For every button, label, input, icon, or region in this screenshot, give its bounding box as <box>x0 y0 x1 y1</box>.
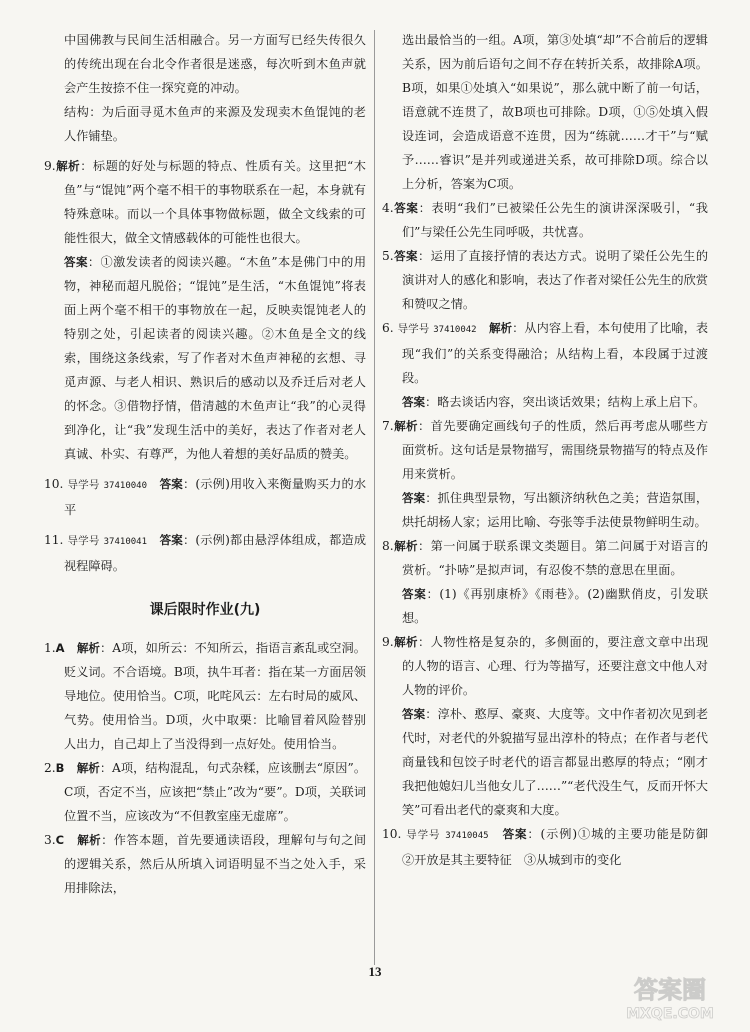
q10r-answer: 10. 导学号 37410045 答案：(示例)①城的主要功能是防御 ②开放是其主要特征 ③从城到市的变化 <box>382 827 721 867</box>
section-heading: 课后限时作业(九) <box>149 602 261 618</box>
left-column <box>44 28 366 900</box>
intro-para-1: 中国佛教与民间生活相融合。另一方面写已经失传很久的传统出现在台北令作者很是迷惑，每次听到木鱼声就会产生按捺不住一探究竟的冲动。 <box>64 33 366 95</box>
watermark-line2: MXQE.COM <box>626 1006 714 1022</box>
q4-answer: 4.答案：表明“我们”已被梁任公先生的演讲深深吸引，“我们”与梁任公先生同呼吸，共忧喜。 <box>382 201 708 239</box>
q6-answer: 答案：略去谈话内容，突出谈话效果；结构上承上启下。 <box>402 395 706 409</box>
q7-answer: 答案：抓住典型景物，写出额济纳秋色之美；营造氛围，烘托胡杨人家；运用比喻、夸张等手法使景物鲜明生动。 <box>402 491 709 529</box>
q9-answer: 答案：①激发读者的阅读兴趣。“木鱼”本是佛门中的用物，神秘而超凡脱俗；“馄饨”是生活，“木鱼馄饨”将表面上两个毫不相干的事物放在一起，反映卖馄饨老人的特别之处，引起读者的阅读兴趣。②木鱼是全文的线索，围绕这条线索，写了作者对木鱼声神秘的玄想、寻觅声源、与老人相识、熟识后的感动以及乔迁后对老人的怀念。③借物抒情，借清越的木鱼声让“我”的心灵得到净化，让“我”发现生活中的美好，表达了作者对老人真诚、朴实、有尊严，为他人着想的美好品质的赞美。 <box>64 255 366 461</box>
q5-answer: 5.答案：运用了直接抒情的表达方式。说明了梁任公先生的演讲对人的感化和影响，表达了作者对梁任公先生的欣赏和赞叹之情。 <box>382 249 709 311</box>
q11-answer: 11. 导学号 37410041 答案：(示例)都由悬浮体组成，都造成视程障碍。 <box>44 533 367 573</box>
q7-analysis: 7.解析：首先要确定画线句子的性质，然后再考虑从哪些方面赏析。这句话是景物描写，需围绕景物描写的特点及作用来赏析。 <box>382 419 709 481</box>
q10-answer: 10. 导学号 37410040 答案：(示例)用收入来衡量购买力的水平 <box>44 477 367 517</box>
q9r-answer: 答案：淳朴、憨厚、豪爽、大度等。文中作者初次见到老代时，对老代的外貌描写显出淳朴的特点；在作者与老代商量钱和包饺子时老代的语言都显出憨厚的特点；“刚才我把他媳妇儿当他女儿了……”“老代没生气，反而开怀大笑”可看出老代的豪爽和大度。 <box>402 707 709 817</box>
q1-analysis: 1.A 解析：A项，如所云：不知所云，指语言紊乱或空洞。贬义词。不合语境。B项，执牛耳者：指在某一方面居领导地位。使用恰当。C项，叱咤风云：左右时局的威风、气势。使用恰当。D项，火中取栗：比喻冒着风险替别人出力，自己却上了当没得到一点好处。使用恰当。 <box>44 641 366 751</box>
page-number: 13 <box>368 964 382 979</box>
intro-para-2: 结构：为后面寻觅木鱼声的来源及发现卖木鱼馄饨的老人作铺垫。 <box>64 105 366 143</box>
q3-continued: 选出最恰当的一组。A项，第③处填“却”不合前后的逻辑关系，因为前后语句之间不存在转折关系，故排除A项。B项，如果①处填入“如果说”，那么就中断了前一句话，语意就不连贯了，故B项也可排除。D项，①⑤处填入假设连词，会造成语意不连贯，因为“练就……才干”与“赋予……睿识”是并列或递进关系，故可排除D项。综合以上分析，答案为C项。 <box>402 33 708 191</box>
q3-analysis: 3.C 解析：作答本题，首先要通读语段，理解句与句之间的逻辑关系，然后从所填入词语明显不当之处入手，采用排除法， <box>44 833 367 895</box>
watermark-logo <box>600 970 740 1022</box>
q8-answer: 答案：(1)《再别康桥》《雨巷》。(2)幽默俏皮，引发联想。 <box>402 587 709 625</box>
column-divider <box>374 30 375 965</box>
q9-analysis: 9.解析：标题的好处与标题的特点、性质有关。这里把“木鱼”与“馄饨”两个毫不相干的事物联系在一起，本身就有特殊意味。而以一个具体事物做标题，做全文线索的可能性很大，做全文情感载体的可能性也很大。 <box>44 159 366 245</box>
q8-analysis: 8.解析：第一问属于联系课文类题目。第二问属于对语言的赏析。“扑哧”是拟声词，有忍俊不禁的意思在里面。 <box>382 539 709 577</box>
q6-analysis: 6. 导学号 37410042 解析：从内容上看，本句使用了比喻，表现“我们”的关系变得融洽；从结构上看，本段属于过渡段。 <box>382 321 709 385</box>
q9r-analysis: 9.解析：人物性格是复杂的，多侧面的，要注意文章中出现的人物的语言、心理、行为等描写，还要注意文中他人对人物的评价。 <box>382 635 709 697</box>
right-column <box>382 28 721 872</box>
q2-analysis: 2.B 解析：A项，结构混乱，句式杂糅，应该删去“原因”。C项，否定不当，应该把“禁止”改为“要”。D项，关联词位置不当，应该改为“不但教室座无虚席”。 <box>44 761 367 823</box>
watermark-line1: 答案圈 <box>634 976 706 1004</box>
